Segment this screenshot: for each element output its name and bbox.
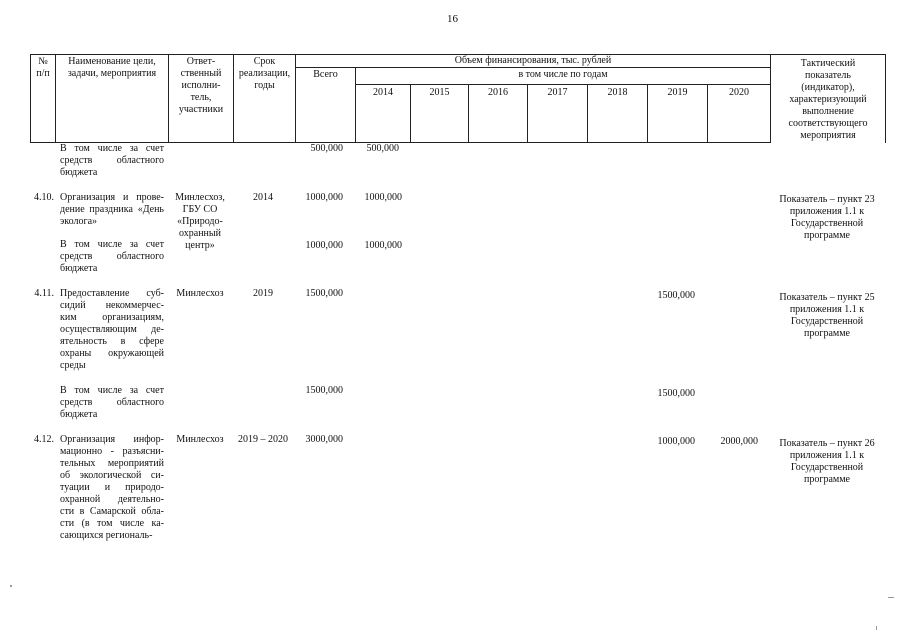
row-indicator: Показатель – пункт 25 приложения 1.1 к Государственной программе — [779, 292, 875, 339]
table-header — [30, 54, 886, 143]
header-by-years: в том числе по годам — [518, 69, 608, 80]
row-term: 2014 — [253, 192, 273, 203]
header-year-2019: 2019 — [667, 87, 688, 98]
header-name: Наименование цели, задачи, мероприятия — [67, 56, 157, 79]
header-year-2017: 2017 — [547, 87, 568, 98]
header-year-2018: 2018 — [607, 87, 628, 98]
header-year-2015: 2015 — [429, 87, 450, 98]
row-total: 1000,000 — [305, 240, 343, 251]
scan-mark — [888, 597, 894, 598]
row-term: 2019 – 2020 — [238, 434, 288, 445]
header-term: Срок реализации, годы — [238, 56, 291, 91]
row-total: 1500,000 — [305, 288, 343, 299]
row-2014: 1000,000 — [364, 240, 402, 251]
header-year-2014: 2014 — [373, 87, 393, 98]
row-indicator: Показатель – пункт 23 приложения 1.1 к Государственной программе — [779, 194, 875, 241]
row-2014: 1000,000 — [364, 192, 402, 203]
row-2020: 2000,000 — [720, 436, 758, 447]
scan-mark — [876, 626, 877, 630]
header-year-2016: 2016 — [488, 87, 508, 98]
row-term: 2019 — [253, 288, 273, 299]
row-activity-name: Предоставление суб- сидий некоммерчес- ким организациям, осуществляющим де- ятельность в сфере охраны окружающей среды — [60, 288, 164, 371]
row-total: 3000,000 — [305, 434, 343, 445]
scan-mark — [10, 585, 12, 587]
header-total: Всего — [313, 69, 338, 80]
row-2019: 1000,000 — [657, 436, 695, 447]
row-number: 4.10. — [34, 192, 54, 203]
header-number: № п/п — [36, 56, 50, 79]
header-responsible: Ответ- ственный исполни- тель, участники — [178, 56, 224, 115]
row-2014: 500,000 — [366, 143, 399, 154]
row-total: 500,000 — [310, 143, 343, 154]
row-responsible: Минлесхоз — [176, 434, 224, 445]
page-number: 16 — [447, 13, 458, 25]
row-source-text: В том числе за счет средств областного бюджета — [60, 385, 164, 420]
row-source-text: В том числе за счет средств областного бюджета — [60, 239, 164, 274]
row-number: 4.12. — [34, 434, 54, 445]
row-total: 1500,000 — [305, 385, 343, 396]
header-year-2020: 2020 — [729, 87, 749, 98]
row-number: 4.11. — [34, 288, 54, 299]
row-activity-name: Организация инфор- мационно - разъясни- тельных мероприятий об экологической си- туации и природо- охранной деятельно- сти в Самарской обла- сти (в том числе ка- сающихся региональ- — [60, 434, 164, 541]
row-2019: 1500,000 — [657, 388, 695, 399]
row-responsible: Минлесхоз, ГБУ СО «Природо- охранный центр» — [175, 192, 225, 251]
row-indicator: Показатель – пункт 26 приложения 1.1 к Государственной программе — [779, 438, 875, 485]
row-responsible: Минлесхоз — [176, 288, 224, 299]
row-total: 1000,000 — [305, 192, 343, 203]
header-indicator: Тактический показатель (индикатор), характеризующий выполнение соответствующего мероприятия — [788, 58, 868, 141]
header-funding: Объем финансирования, тыс. рублей — [454, 55, 612, 66]
row-source-text: В том числе за счет средств областного бюджета — [60, 143, 164, 178]
row-2019: 1500,000 — [657, 290, 695, 301]
row-activity-name: Организация и прове- дение праздника «День эколога» — [60, 192, 164, 227]
